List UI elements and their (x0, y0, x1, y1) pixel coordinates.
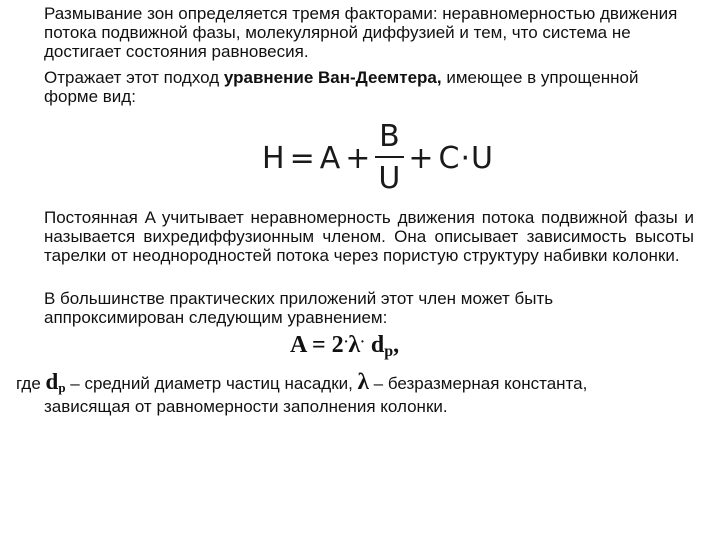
formula-term-a: A (319, 140, 342, 176)
fraction-b-over-u (375, 119, 404, 196)
paragraph-definitions (16, 369, 696, 416)
formula-plus: + (345, 140, 372, 176)
text-segment: имеющее в упрощенной форме вид: (44, 68, 639, 106)
formula-d: d (364, 332, 385, 358)
paragraph-constant-a: Постоянная A учитывает неравномерность движения потока подвижной фазы и называется вихредиффузионным членом. Она описывает зависимость высоты тарелки от неоднородностей потока через пористую структуру набивки колонки. (44, 208, 694, 265)
fraction-denominator: U (378, 161, 402, 196)
formula-term-c: C (438, 140, 461, 176)
formula-multiply-dot: · (460, 140, 471, 176)
text-segment: где (16, 374, 46, 393)
formula-lambda: λ (348, 332, 361, 358)
paragraph-zone-broadening: Размывание зон определяется тремя факторами: неравномерностью движения потока подвижной фазы, молекулярной диффузией и тем, что система не достигает состояния равновесия. (44, 4, 678, 61)
van-deemter-equation (262, 118, 494, 198)
formula-multiply-dot: · (343, 335, 349, 350)
formula-equals: = (289, 140, 316, 176)
formula-plus: + (408, 140, 435, 176)
formula-multiply-dot: · (360, 335, 365, 350)
text-segment: Отражает этот подход (44, 68, 224, 87)
symbol-subscript-p: p (58, 380, 66, 395)
paragraph-van-deemter-intro (44, 68, 694, 106)
text-segment: – средний диаметр частиц насадки, (65, 374, 358, 393)
fraction-numerator: B (379, 119, 401, 154)
paragraph-approximation: В большинстве практических приложений этот член может быть аппроксимирован следующим уравнением: (44, 289, 554, 327)
formula-term-u: U (470, 140, 494, 176)
symbol-lambda: λ (357, 369, 369, 394)
formula-subscript-p: p (384, 343, 394, 360)
formula-comma: , (393, 332, 400, 358)
symbol-d: d (45, 369, 59, 394)
eddy-diffusion-equation (290, 332, 399, 361)
text-segment: зависящая от равномерности заполнения колонки. (44, 397, 448, 416)
equation-name-bold: уравнение Ван-Деемтера, (223, 68, 442, 87)
formula-term-h: H (262, 140, 286, 176)
formula-lhs: A = 2 (290, 332, 344, 358)
text-segment: – безразмерная константа, (368, 374, 588, 393)
